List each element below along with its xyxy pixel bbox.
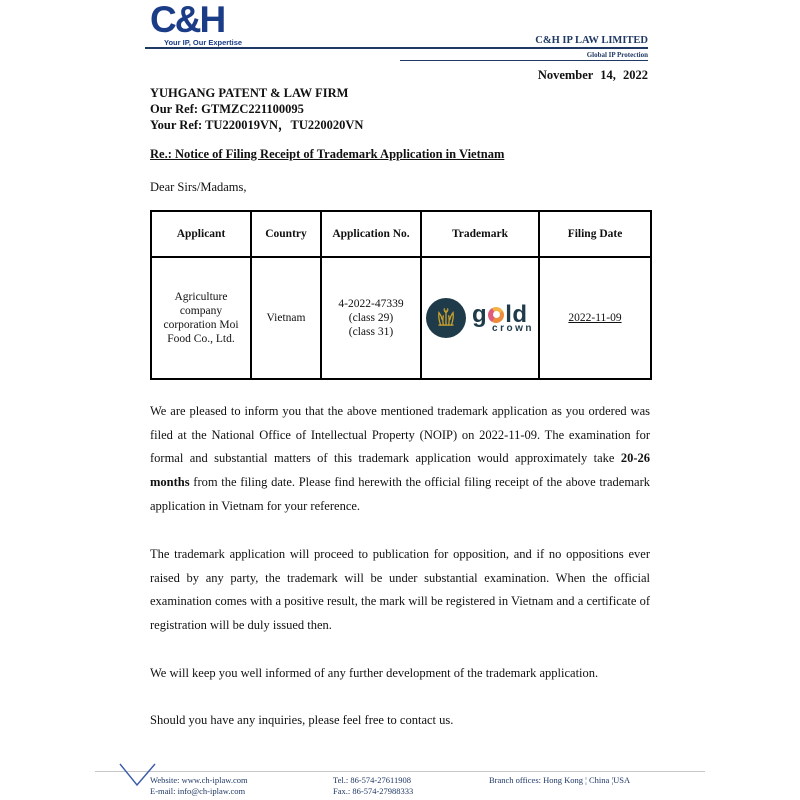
footer-branch-offices: [489, 775, 630, 786]
gold-letters-ld: ld: [505, 300, 528, 328]
footer-tel: Tel.: 86-574-27611908: [333, 775, 411, 785]
your-ref: Your Ref: TU220019VN，TU220020VN: [150, 118, 364, 132]
footer-branches: Branch offices: Hong Kong ¦ China ¦USA: [489, 775, 631, 785]
paragraph-publication-process: The trademark application will proceed to publication for opposition, and if no oppositions ever raised by any party, the trademark will be under substantial examination. When the official examination comes with a positive result, the mark will be registered in Vietnam and a certificate of registration will be duly issued then.: [150, 547, 650, 633]
paragraph-keep-informed: We will keep you well informed of any further development of the trademark application.: [150, 666, 599, 680]
filing-date-value: 2022-11-09: [568, 312, 622, 324]
country-cell: Vietnam: [251, 257, 321, 379]
paragraph-contact-us: Should you have any inquiries, please feel free to contact us.: [150, 713, 454, 727]
filing-date-cell: [539, 257, 651, 379]
footer-email: E-mail: info@ch-iplaw.com: [150, 786, 246, 796]
crown-badge: [426, 298, 466, 338]
col-header-applicant: Applicant: [151, 211, 251, 257]
table-row: [151, 257, 651, 379]
footer-fax: Fax.: 86-574-27988333: [333, 786, 414, 796]
footer-phone-contact: [333, 775, 413, 797]
applicant-cell: Agriculture company corporation Moi Food Co., Ltd.: [151, 257, 251, 379]
col-header-filing-date: Filing Date: [539, 211, 651, 257]
header-subrule: [400, 60, 648, 61]
salutation: Dear Sirs/Madams,: [150, 180, 247, 194]
company-logo: C&H: [150, 0, 225, 40]
table-header-row: [151, 211, 651, 257]
crown-word: crown: [492, 322, 534, 334]
footer-website: Website: www.ch-iplaw.com: [150, 775, 248, 785]
trademark-wordmark: [472, 300, 534, 334]
gold-o-ring-icon: [488, 307, 504, 323]
col-header-application-no: Application No.: [321, 211, 421, 257]
footer-web-contact: [150, 775, 248, 797]
paragraph-filing-confirmation: [150, 400, 650, 519]
company-name: C&H IP LAW LIMITED: [535, 35, 648, 46]
filing-table: [150, 210, 652, 380]
col-header-trademark: Trademark: [421, 211, 539, 257]
company-subtitle: Global IP Protection: [586, 51, 648, 59]
trademark-cell: [421, 257, 539, 379]
recipient-name: YUHGANG PATENT & LAW FIRM: [150, 86, 349, 100]
logo-tagline: Your IP, Our Expertise: [164, 38, 243, 47]
recipient-block: [150, 85, 363, 133]
col-header-country: Country: [251, 211, 321, 257]
header-rule: [145, 47, 648, 49]
application-number: 4-2022-47339: [338, 298, 404, 310]
p1-bold-duration: 20-26 months: [150, 451, 650, 490]
p1-text-before: We are pleased to inform you that the above mentioned trademark application as you ordered was filed at the National Office of Intellectual Property (NOIP) on 2022-11-09. The examination for formal and substantial matters of this trademark application would approximately take: [150, 404, 650, 466]
crown-icon: [433, 305, 459, 331]
p1-text-after: from the filing date. Please find herewith the official filing receipt of the above trademark application in Vietnam for your reference.: [150, 475, 650, 513]
gold-letter-g: g: [472, 300, 488, 328]
our-ref: Our Ref: GTMZC221100095: [150, 102, 304, 116]
subject-line: Re.: Notice of Filing Receipt of Trademark Application in Vietnam: [150, 147, 505, 161]
application-class-29: (class 29): [348, 312, 394, 324]
footer-divider: [95, 771, 705, 772]
application-no-cell: [321, 257, 421, 379]
application-class-31: (class 31): [348, 326, 394, 338]
letter-date: November 14, 2022: [537, 68, 648, 82]
trademark-logo: [428, 298, 532, 338]
